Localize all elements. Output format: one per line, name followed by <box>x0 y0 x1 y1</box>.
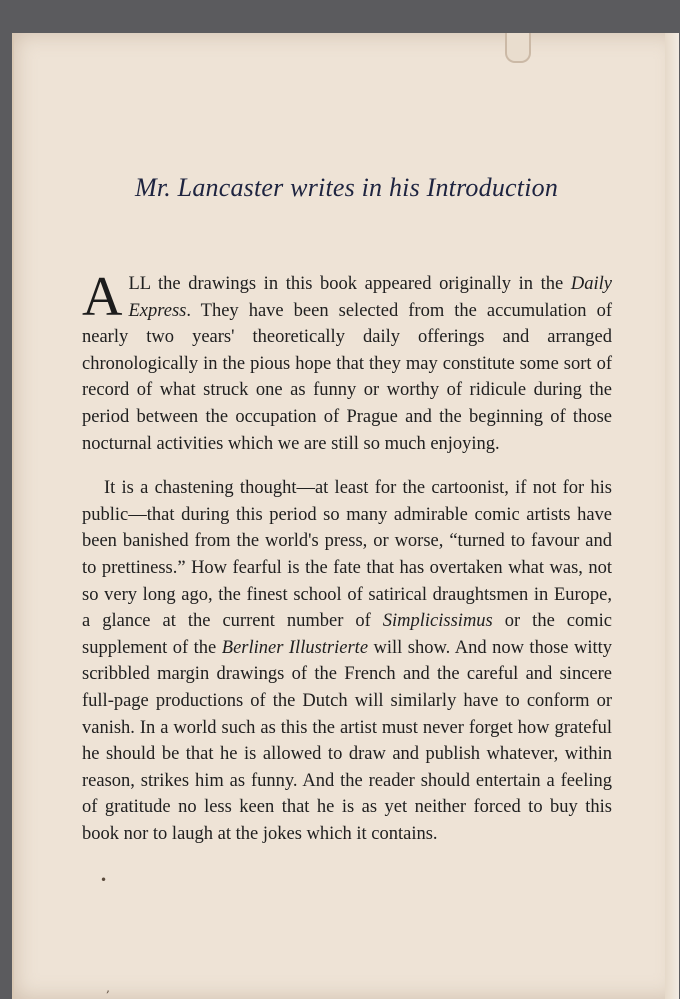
introduction-text <box>82 266 612 847</box>
berliner-illustrierte-title: Berliner Illustrierte <box>221 637 369 658</box>
paragraph-1-text-a: LL the drawings in this book appeared originally in the <box>128 274 571 294</box>
introduction-heading: Mr. Lancaster writes in his Introduction <box>134 173 559 202</box>
paragraph-2-text-b: or the comic supplement of the <box>82 611 612 658</box>
paragraph-1-text-b: . They have been selected from the accumulation of nearly two years' theoretically daily offerings and arranged chronologically in the pious hope that they may constitute some sort of record of what struck one as funny or worthy of ridicule during the period between the occupation of Prague and the beginning of those nocturnal activities which we are still so much enjoying. <box>82 300 612 454</box>
paragraph-2-text-c: will show. And now those witty scribbled margin drawings of the French and the careful and sincere full-page productions of the Dutch will similarly have to conform or vanish. In a world such as this the artist must never forget how grateful he should be that he is allowed to draw and publish whatever, within reason, strikes him as funny. And the reader should entertain a feeling of gratitude no less keen that he is as yet neither forced to buy this book nor to laugh at the jokes which it contains. <box>82 637 612 844</box>
cover-notch <box>505 33 531 63</box>
paper-speck: ‚ <box>106 981 110 995</box>
drop-cap: A <box>82 266 123 328</box>
simplicissimus-title: Simplicissimus <box>382 611 493 632</box>
paragraph-2 <box>82 475 612 847</box>
paper-speck: • <box>100 873 108 887</box>
paragraph-1 <box>82 266 612 457</box>
daily-express-title: Daily Express <box>128 274 612 321</box>
paragraph-2-text-a: It is a chastening thought—at least for the cartoonist, if not for his public—that during this period so many admirable comic artists have been banished from the world's press, or worse, “turned to favour and to prettiness.” How fearful is the fate that has overtaken what was, not so very long ago, the finest school of satirical draughtsmen in Europe, a glance at the current number of <box>82 478 612 632</box>
book-back-cover <box>12 33 679 999</box>
